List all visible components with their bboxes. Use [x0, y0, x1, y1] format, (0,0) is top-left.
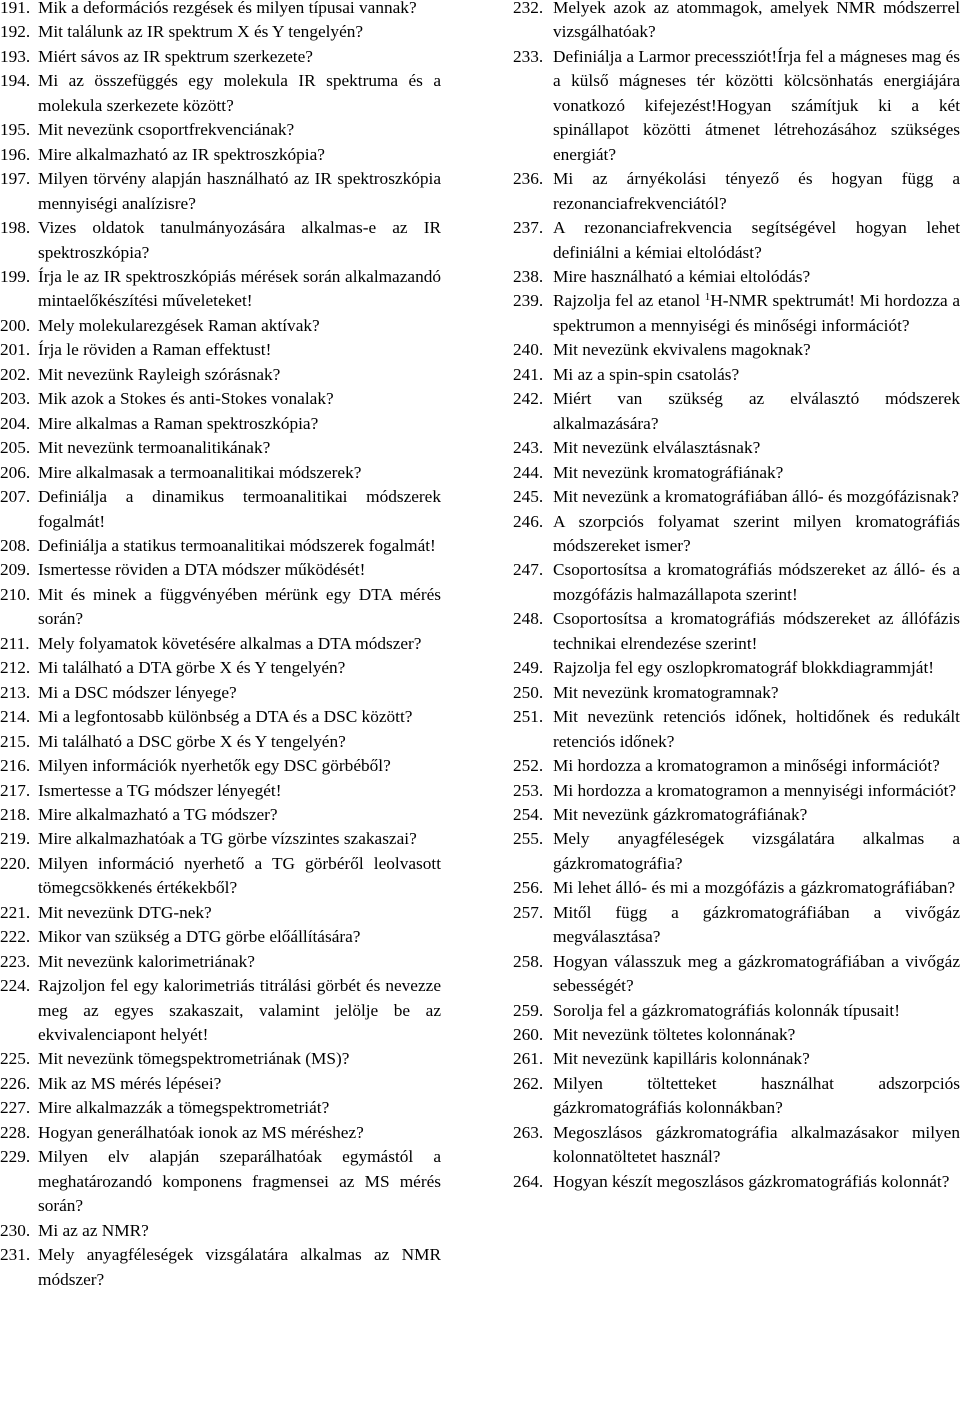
question-item	[0, 632, 441, 656]
question-item	[0, 45, 441, 69]
question-text	[553, 779, 960, 803]
question-item	[0, 730, 441, 754]
question-item	[513, 999, 960, 1023]
question-item	[0, 412, 441, 436]
question-text	[38, 45, 441, 69]
question-item	[0, 363, 441, 387]
question-number: 227.	[0, 1098, 31, 1118]
question-text-part: H-NMR spektrumát! Mi hordozza a spektrumon a mennyiségi és minőségi információt?	[553, 291, 960, 335]
question-item	[0, 583, 441, 632]
question-number: 204.	[0, 413, 31, 433]
question-number: 215.	[0, 731, 31, 751]
question-text	[553, 167, 960, 216]
superscript: 1	[704, 291, 711, 304]
question-text	[38, 20, 441, 44]
question-number: 254.	[513, 804, 544, 824]
question-item	[0, 681, 441, 705]
question-text-part: Csoportosítsa a kromatográfiás módszereket az álló- és a mozgófázis halmazállapota szerint!	[553, 560, 960, 604]
question-item	[513, 461, 960, 485]
question-text	[38, 901, 441, 925]
question-item	[513, 607, 960, 656]
question-text-part: Ismertesse röviden a DTA módszer működését!	[38, 560, 366, 580]
question-item	[0, 803, 441, 827]
question-item	[513, 510, 960, 559]
question-text	[38, 1096, 441, 1120]
question-item	[0, 754, 441, 778]
question-text	[553, 901, 960, 950]
question-text	[38, 461, 441, 485]
question-number: 216.	[0, 756, 31, 776]
question-text-part: Milyen töltetteket használhat adszorpciós gázkromatográfiás kolonnákban?	[553, 1073, 960, 1118]
question-item	[0, 656, 441, 680]
question-text-part: Mik az MS mérés lépései?	[38, 1073, 222, 1093]
question-item	[0, 265, 441, 314]
question-number: 263.	[513, 1122, 544, 1142]
question-text-part: Mire alkalmazzák a tömegspektrometriát?	[38, 1098, 330, 1118]
question-text-part: Mit nevezünk termoanalitikának?	[38, 438, 271, 458]
question-text	[38, 363, 441, 387]
question-number: 237.	[513, 218, 544, 238]
question-text-part: Mi az összefüggés egy molekula IR spektruma és a molekula szerkezete között?	[38, 71, 441, 115]
question-text-part: Mit nevezünk retenciós időnek, holtidőnek és redukált retenciós időnek?	[553, 707, 960, 751]
question-text-part: Mit nevezünk elválasztásnak?	[553, 438, 761, 458]
question-item	[513, 1023, 960, 1047]
question-text	[38, 485, 441, 534]
question-text-part: Rajzolja fel az etanol	[553, 291, 701, 311]
question-text	[38, 681, 441, 705]
question-text-part: Mit nevezünk csoportfrekvenciának?	[38, 120, 295, 140]
question-number: 226.	[0, 1073, 31, 1093]
question-number: 193.	[0, 46, 31, 66]
question-item	[0, 852, 441, 901]
question-text-part: Mi a legfontosabb különbség a DTA és a DSC között?	[38, 707, 413, 727]
question-text	[553, 607, 960, 656]
question-text-part: Milyen információk nyerhetők egy DSC görbéből?	[38, 756, 391, 776]
question-number: 214.	[0, 707, 31, 727]
question-number: 200.	[0, 315, 31, 335]
question-item	[0, 1047, 441, 1071]
question-text-part: Mi az árnyékolási tényező és hogyan függ a rezonanciafrekvenciától?	[553, 169, 960, 213]
question-text	[38, 779, 441, 803]
question-text	[553, 1047, 960, 1071]
question-item	[513, 681, 960, 705]
question-number: 246.	[513, 511, 544, 531]
question-text	[38, 730, 441, 754]
question-text	[38, 974, 441, 1047]
question-item	[0, 167, 441, 216]
question-text	[38, 558, 441, 582]
question-item	[513, 876, 960, 900]
question-text-part: Mit nevezünk tömegspektrometriának (MS)?	[38, 1049, 350, 1069]
question-text-part: Mire alkalmazható az IR spektroszkópia?	[38, 144, 325, 164]
question-text-part: Mi lehet álló- és mi a mozgófázis a gázkromatográfiában?	[553, 878, 956, 898]
question-text-part: Hogyan válasszuk meg a gázkromatográfiában a vivőgáz sebességét?	[553, 951, 960, 996]
question-text-part: Milyen elv alapján szeparálhatóak egymástól a meghatározandó komponens fragmensei az MS mérés során?	[38, 1147, 441, 1216]
question-item	[0, 534, 441, 558]
question-item	[0, 925, 441, 949]
question-text	[553, 705, 960, 754]
question-item	[0, 950, 441, 974]
question-text-part: Definiálja a Larmor precessziót!Írja fel a mágneses mag és a külső mágneses tér közötti kölcsönhatás energiájára vonatkozó kifejezést!Hogyan számítjuk ki a két spinállapot közötti átmenet létrehozásához szükséges energiát?	[553, 46, 960, 164]
question-text	[38, 827, 441, 851]
question-text	[38, 1121, 441, 1145]
question-text	[38, 314, 441, 338]
question-number: 202.	[0, 364, 31, 384]
question-number: 217.	[0, 780, 31, 800]
question-text-part: Mi a DSC módszer lényege?	[38, 682, 237, 702]
question-item	[0, 216, 441, 265]
question-text-part: A rezonanciafrekvencia segítségével hogyan lehet definiálni a kémiai eltolódást?	[553, 218, 960, 262]
question-text	[553, 827, 960, 876]
question-number: 213.	[0, 682, 31, 702]
question-item	[0, 1243, 441, 1292]
question-text-part: Melyek azok az atommagok, amelyek NMR módszerrel vizsgálhatóak?	[553, 0, 960, 42]
question-text-part: Hogyan készít megoszlásos gázkromatográfiás kolonnát?	[553, 1171, 950, 1191]
question-text	[38, 754, 441, 778]
question-item	[513, 45, 960, 167]
question-item	[0, 485, 441, 534]
question-text	[38, 583, 441, 632]
question-text	[553, 289, 960, 338]
question-text-part: Mire alkalmas a Raman spektroszkópia?	[38, 413, 319, 433]
question-text-part: Rajzoljon fel egy kalorimetriás titrálási görbét és nevezze meg az egyes szakaszait, valamint jelölje be az ekvivalenciapont helyét!	[38, 976, 441, 1045]
question-text-part: Definiálja a dinamikus termoanalitikai módszerek fogalmát!	[38, 487, 441, 531]
question-item	[0, 314, 441, 338]
question-number: 230.	[0, 1220, 31, 1240]
question-text-part: Rajzolja fel egy oszlopkromatográf blokkdiagrammját!	[553, 658, 935, 678]
question-list-right	[513, 0, 960, 1194]
question-number: 243.	[513, 438, 544, 458]
question-text-part: Mire használható a kémiai eltolódás?	[553, 266, 811, 286]
question-text	[553, 1072, 960, 1121]
question-item	[0, 143, 441, 167]
question-text-part: Mi az a spin-spin csatolás?	[553, 364, 740, 384]
question-text	[553, 950, 960, 999]
question-text	[553, 1023, 960, 1047]
question-number: 192.	[0, 22, 31, 42]
question-item	[0, 338, 441, 362]
question-text-part: Mit nevezünk Rayleigh szórásnak?	[38, 364, 281, 384]
question-text-part: Mik a deformációs rezgések és milyen típusai vannak?	[38, 0, 417, 17]
question-text-part: Mit találunk az IR spektrum X és Y tengelyén?	[38, 22, 364, 42]
question-text	[38, 143, 441, 167]
question-text-part: Írja le az IR spektroszkópiás mérések során alkalmazandó mintaelőkészítési műveleteket!	[38, 266, 441, 311]
question-text	[38, 1145, 441, 1218]
question-text	[38, 0, 441, 20]
question-number: 241.	[513, 364, 544, 384]
question-number: 247.	[513, 560, 544, 580]
question-number: 242.	[513, 389, 544, 409]
question-text	[38, 632, 441, 656]
question-item	[0, 436, 441, 460]
question-number: 197.	[0, 169, 31, 189]
question-text	[553, 216, 960, 265]
question-item	[0, 1072, 441, 1096]
question-text	[553, 338, 960, 362]
question-number: 264.	[513, 1171, 544, 1191]
question-text-part: Csoportosítsa a kromatográfiás módszereket az állófázis technikai elrendezése szerint!	[553, 609, 960, 653]
question-text	[553, 681, 960, 705]
question-number: 256.	[513, 878, 544, 898]
question-text	[38, 338, 441, 362]
question-text-part: Mit nevezünk kalorimetriának?	[38, 951, 255, 971]
question-text-part: Sorolja fel a gázkromatográfiás kolonnák típusait!	[553, 1000, 900, 1020]
question-item	[0, 1121, 441, 1145]
question-text-part: Írja le röviden a Raman effektust!	[38, 340, 272, 360]
question-number: 233.	[513, 46, 544, 66]
question-text-part: Mire alkalmasak a termoanalitikai módszerek?	[38, 462, 362, 482]
question-text-part: Mit nevezünk kromatográfiának?	[553, 462, 784, 482]
question-number: 224.	[0, 976, 31, 996]
question-number: 205.	[0, 438, 31, 458]
question-item	[513, 265, 960, 289]
question-text	[38, 1219, 441, 1243]
question-number: 218.	[0, 804, 31, 824]
question-number: 195.	[0, 120, 31, 140]
question-number: 210.	[0, 584, 31, 604]
question-number: 206.	[0, 462, 31, 482]
question-text-part: Mit nevezünk a kromatográfiában álló- és mozgófázisnak?	[553, 487, 959, 507]
question-text	[553, 265, 960, 289]
question-number: 191.	[0, 0, 31, 17]
question-item	[513, 363, 960, 387]
question-text	[38, 925, 441, 949]
question-item	[513, 1121, 960, 1170]
question-number: 255.	[513, 829, 544, 849]
question-text	[553, 387, 960, 436]
question-item	[513, 0, 960, 45]
question-item	[0, 974, 441, 1047]
question-text-part: Definiálja a statikus termoanalitikai módszerek fogalmát!	[38, 535, 436, 555]
question-number: 252.	[513, 756, 544, 776]
question-item	[513, 827, 960, 876]
question-text	[38, 656, 441, 680]
question-item	[513, 779, 960, 803]
question-text-part: A szorpciós folyamat szerint milyen kromatográfiás módszereket ismer?	[553, 511, 960, 555]
question-text	[553, 45, 960, 167]
question-number: 236.	[513, 169, 544, 189]
question-number: 223.	[0, 951, 31, 971]
question-text	[38, 265, 441, 314]
question-item	[0, 1096, 441, 1120]
question-text-part: Hogyan generálhatóak ionok az MS méréshez?	[38, 1122, 364, 1142]
question-number: 208.	[0, 535, 31, 555]
question-text	[553, 0, 960, 45]
question-number: 201.	[0, 340, 31, 360]
question-item	[0, 901, 441, 925]
question-text-part: Mit és minek a függvényében mérünk egy DTA mérés során?	[38, 584, 441, 629]
question-item	[513, 216, 960, 265]
question-number: 207.	[0, 487, 31, 507]
question-number: 248.	[513, 609, 544, 629]
question-text	[38, 803, 441, 827]
question-text-part: Mely folyamatok követésére alkalmas a DTA módszer?	[38, 633, 422, 653]
question-item	[0, 118, 441, 142]
question-number: 211.	[0, 633, 30, 653]
question-text-part: Miért van szükség az elválasztó módszerek alkalmazására?	[553, 389, 960, 433]
question-number: 253.	[513, 780, 544, 800]
question-number: 250.	[513, 682, 544, 702]
question-number: 198.	[0, 218, 31, 238]
question-text-part: Mik azok a Stokes és anti-Stokes vonalak?	[38, 389, 334, 409]
question-item	[0, 705, 441, 729]
question-number: 251.	[513, 707, 544, 727]
question-text-part: Mely anyagféleségek vizsgálatára alkalmas az NMR módszer?	[38, 1245, 441, 1289]
question-item	[513, 1047, 960, 1071]
question-text-part: Milyen információ nyerhető a TG görbéről leolvasott tömegcsökkenés értékekből?	[38, 853, 441, 898]
question-item	[0, 779, 441, 803]
question-text-part: Mikor van szükség a DTG görbe előállítására?	[38, 927, 361, 947]
question-text	[553, 461, 960, 485]
question-number: 244.	[513, 462, 544, 482]
question-text	[38, 436, 441, 460]
question-text-part: Ismertesse a TG módszer lényegét!	[38, 780, 282, 800]
question-text	[553, 754, 960, 778]
question-text	[553, 803, 960, 827]
question-item	[513, 485, 960, 509]
question-item	[0, 461, 441, 485]
question-item	[513, 1072, 960, 1121]
question-text-part: Mit nevezünk kapilláris kolonnának?	[553, 1049, 810, 1069]
question-text	[38, 412, 441, 436]
question-item	[513, 803, 960, 827]
question-number: 199.	[0, 266, 31, 286]
question-list-left	[0, 0, 441, 1292]
question-number: 229.	[0, 1147, 31, 1167]
question-text-part: Miért sávos az IR spektrum szerkezete?	[38, 46, 313, 66]
question-number: 232.	[513, 0, 544, 17]
question-item	[0, 20, 441, 44]
question-text	[553, 436, 960, 460]
question-text	[38, 705, 441, 729]
question-item	[513, 705, 960, 754]
question-text	[38, 1072, 441, 1096]
question-item	[513, 167, 960, 216]
question-text-part: Mit nevezünk DTG-nek?	[38, 902, 212, 922]
question-text-part: Mely anyagféleségek vizsgálatára alkalmas a gázkromatográfia?	[553, 829, 960, 873]
question-item	[0, 0, 441, 20]
question-number: 245.	[513, 487, 544, 507]
question-number: 194.	[0, 71, 31, 91]
question-item	[513, 436, 960, 460]
question-text-part: Mit nevezünk ekvivalens magoknak?	[553, 340, 811, 360]
question-number: 262.	[513, 1073, 544, 1093]
question-number: 231.	[0, 1245, 31, 1265]
question-text	[38, 1243, 441, 1292]
question-text-part: Mit nevezünk gázkromatográfiának?	[553, 804, 808, 824]
question-number: 220.	[0, 853, 31, 873]
question-text	[553, 510, 960, 559]
question-text	[553, 558, 960, 607]
question-text-part: Mely molekularezgések Raman aktívak?	[38, 315, 320, 335]
question-text	[553, 876, 960, 900]
question-text	[38, 534, 441, 558]
question-text-part: Milyen törvény alapján használható az IR spektroszkópia mennyiségi analízisre?	[38, 169, 441, 213]
question-text	[38, 167, 441, 216]
question-number: 212.	[0, 658, 31, 678]
question-item	[0, 827, 441, 851]
question-text	[553, 485, 960, 509]
question-number: 249.	[513, 658, 544, 678]
question-text	[38, 1047, 441, 1071]
question-text	[553, 656, 960, 680]
question-text-part: Mit nevezünk kromatogramnak?	[553, 682, 779, 702]
question-text-part: Mi található a DSC görbe X és Y tengelyén?	[38, 731, 346, 751]
question-text-part: Mi az az NMR?	[38, 1220, 149, 1240]
question-item	[513, 387, 960, 436]
question-item	[513, 1170, 960, 1194]
question-number: 196.	[0, 144, 31, 164]
question-text-part: Mire alkalmazható a TG módszer?	[38, 804, 278, 824]
question-item	[0, 558, 441, 582]
question-number: 238.	[513, 266, 544, 286]
question-number: 259.	[513, 1000, 544, 1020]
question-item	[0, 1145, 441, 1218]
question-item	[513, 901, 960, 950]
question-number: 219.	[0, 829, 31, 849]
question-item	[0, 1219, 441, 1243]
question-text	[38, 118, 441, 142]
question-text-part: Mi található a DTA görbe X és Y tengelyén?	[38, 658, 346, 678]
question-text-part: Mi hordozza a kromatogramon a mennyiségi információt?	[553, 780, 957, 800]
question-number: 222.	[0, 927, 31, 947]
question-text	[38, 950, 441, 974]
question-text	[38, 852, 441, 901]
question-text-part: Vizes oldatok tanulmányozására alkalmas-e az IR spektroszkópia?	[38, 218, 441, 262]
question-item	[513, 950, 960, 999]
question-text	[553, 1170, 960, 1194]
question-number: 258.	[513, 951, 544, 971]
question-text-part: Mitől függ a gázkromatográfiában a vivőgáz megválasztása?	[553, 902, 960, 947]
question-number: 240.	[513, 340, 544, 360]
question-text-part: Megoszlásos gázkromatográfia alkalmazásakor milyen kolonnatöltetet használ?	[553, 1122, 960, 1167]
question-text	[38, 216, 441, 265]
question-text	[553, 999, 960, 1023]
question-number: 261.	[513, 1049, 544, 1069]
question-text	[553, 1121, 960, 1170]
question-item	[513, 289, 960, 338]
question-item	[513, 656, 960, 680]
question-number: 203.	[0, 389, 31, 409]
question-item	[513, 754, 960, 778]
question-item	[0, 69, 441, 118]
question-text-part: Mire alkalmazhatóak a TG görbe vízszintes szakaszai?	[38, 829, 417, 849]
question-item	[0, 387, 441, 411]
question-number: 257.	[513, 902, 544, 922]
question-text-part: Mi hordozza a kromatogramon a minőségi információt?	[553, 756, 940, 776]
question-text	[38, 69, 441, 118]
question-number: 260.	[513, 1025, 544, 1045]
question-number: 225.	[0, 1049, 31, 1069]
question-item	[513, 558, 960, 607]
question-text	[553, 363, 960, 387]
question-number: 239.	[513, 291, 544, 311]
question-number: 209.	[0, 560, 31, 580]
question-text	[38, 387, 441, 411]
question-number: 228.	[0, 1122, 31, 1142]
question-number: 221.	[0, 902, 31, 922]
question-text-part: Mit nevezünk töltetes kolonnának?	[553, 1025, 796, 1045]
question-item	[513, 338, 960, 362]
